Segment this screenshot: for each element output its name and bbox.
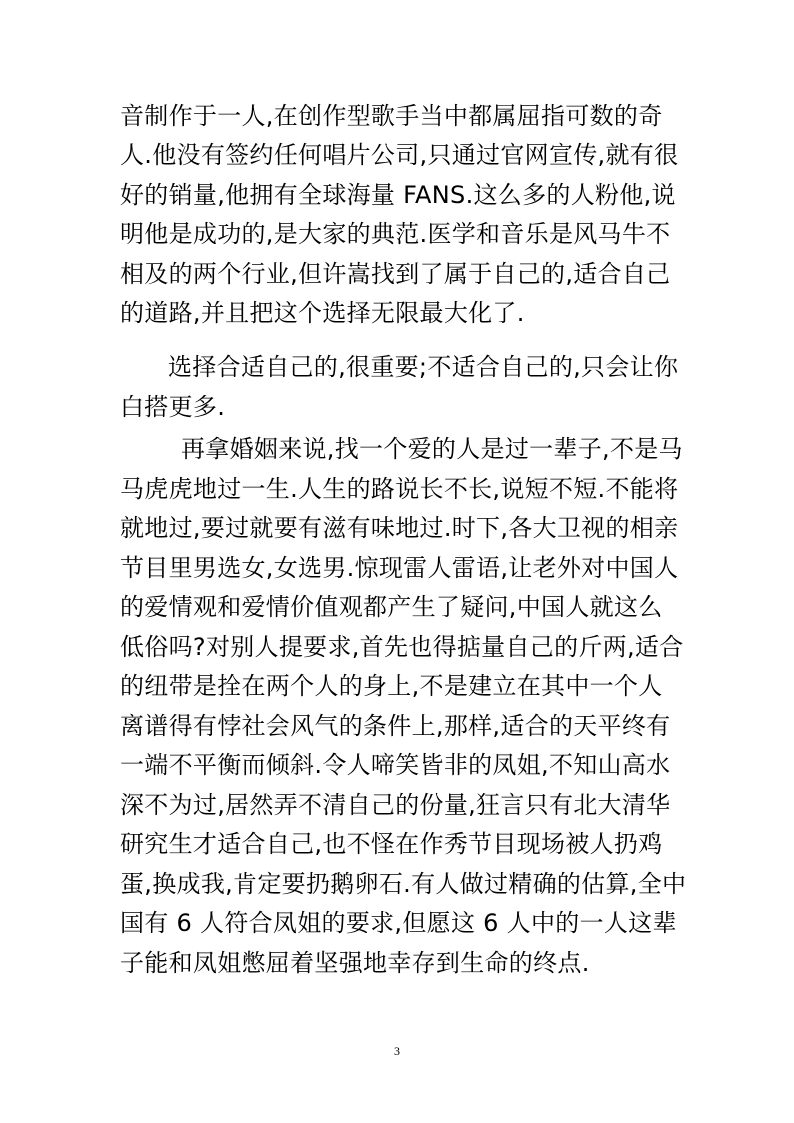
text-line: 再拿婚姻来说,找一个爱的人是过一辈子,不是马 — [181, 435, 683, 463]
text-line: 离谱得有悖社会风气的条件上,那样,适合的天平终有 — [120, 712, 671, 740]
text-line: 相及的两个行业,但许嵩找到了属于自己的,适合自己 — [120, 260, 671, 288]
text-line: 国有 6 人符合凤姐的要求,但愿这 6 人中的一人这辈 — [120, 909, 677, 937]
text-line: 子能和凤姐憋屈着坚强地幸存到生命的终点. — [120, 949, 590, 977]
text-line: 白搭更多. — [120, 393, 226, 421]
text-line: 深不为过,居然弄不清自己的份量,狂言只有北大清华 — [120, 791, 671, 819]
text-line: 的纽带是拴在两个人的身上,不是建立在其中一个人 — [120, 672, 663, 700]
text-line: 就地过,要过就要有滋有味地过.时下,各大卫视的相亲 — [120, 514, 679, 542]
text-line: 马虎虎地过一生.人生的路说长不长,说短不短.不能将 — [120, 475, 679, 503]
text-line: 一端不平衡而倾斜.令人啼笑皆非的凤姐,不知山高水 — [120, 751, 671, 779]
text-line: 人.他没有签约任何唱片公司,只通过官网宣传,就有很 — [120, 141, 679, 169]
text-line: 音制作于一人,在创作型歌手当中都属屈指可数的奇 — [120, 102, 663, 130]
page-number: 3 — [394, 1044, 400, 1058]
text-line: 选择合适自己的,很重要;不适合自己的,只会让你 — [168, 353, 679, 381]
text-line: 的道路,并且把这个选择无限最大化了. — [120, 299, 525, 327]
text-line: 低俗吗?对别人提要求,首先也得掂量自己的斤两,适合 — [120, 633, 684, 661]
text-line: 节目里男选女,女选男.惊现雷人雷语,让老外对中国人 — [120, 554, 679, 582]
text-line: 明他是成功的,是大家的典范.医学和音乐是风马牛不 — [120, 220, 671, 248]
text-line: 的爱情观和爱情价值观都产生了疑问,中国人就这么 — [120, 593, 663, 621]
text-line: 好的销量,他拥有全球海量 FANS.这么多的人粉他,说 — [120, 181, 676, 209]
text-line: 蛋,换成我,肯定要扔鹅卵石.有人做过精确的估算,全中 — [120, 870, 687, 898]
text-line: 研究生才适合自己,也不怪在作秀节目现场被人扔鸡 — [120, 830, 663, 858]
